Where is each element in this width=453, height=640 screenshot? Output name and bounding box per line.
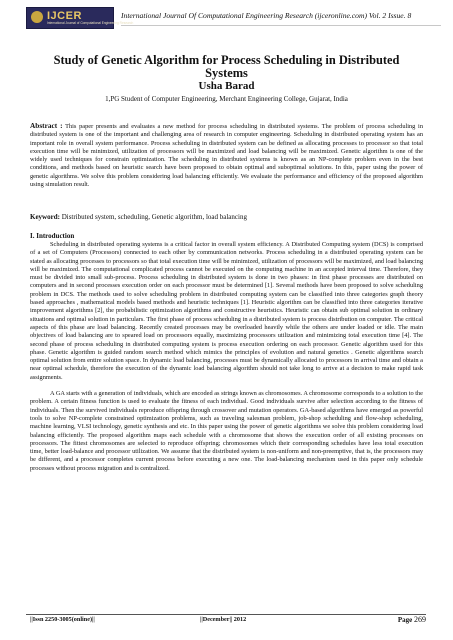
paper-title: Study of Genetic Algorithm for Process Scheduling in Distributed Systems — [53, 53, 400, 80]
footer-divider — [26, 614, 426, 615]
keywords-text: Distributed system, scheduling, Genetic algorithm, load balancing — [61, 213, 247, 221]
abstract-text: This paper presents and evaluates a new method for process scheduling in distributed systems. The problem of process scheduling in distributed system is one of the important and challenging area of research in computer engineering. Scheduling in distributed operating system has an important role in overall system performance. Process scheduling in distributed system can be defined as allocating processes to processor so that total execution time will be minimized, utilization of processors will be maximized and load balancing will be maximized. Genetic algorithm is one of the widely used techniques for constrain optimization. The scheduling in distributed systems is known as an NP-complete problem even in the best conditions, and methods based on heuristic search have been proposed to obtain optimal and suboptimal solutions. In this, paper using the power of genetic algorithms. We solve this problem considering load balancing efficiently. We evaluate the performance and efficiency of the proposed algorithm using simulation result. — [30, 123, 423, 189]
intro-paragraph-1: Scheduling in distributed operating systems is a critical factor in overall system efficiency. A Distributed Computing system (DCS) is comprised of a set of Computers (Processors) connected to each other by communication networks. Process scheduling in a distributed operating system can be stated as allocating processes to processors so that total execution time will be minimized, utilization of processors will be maximized, and load balancing will be maximized. The computational complicated process cannot be executed on the computing machine in an accepted interval time. Therefore, they must be divided into small sub-process. Process scheduling in distributed system is done in two phases: in first phase processes are distributed on computers and in second processes execution order on each processor must be determined [1]. Several methods have been proposed to solve scheduling problem in DCS. The methods used to solve scheduling problem in distributed computing system can be classified into three categories graph theory based approaches , mathematical models based methods and heuristic techniques [1]. Heuristic algorithm can be classified into three categories iterative improvement algorithms [2], the probabilistic optimization algorithms and constructive heuristics. Heuristic can obtain sub optimal solution in ordinary situations and optimal solution in particulars. The first phase of process scheduling in a distributed system is process distribution on computer. The critical aspects of this phase are load balancing. Recently created processes may be overloaded heavily while the others are under loaded or idle. The main objectives of load balancing are to speared load on processors equally, maximizing processors utilization and minimizing total execution time [4]. The second phase of process scheduling in distributed computing system is process execution ordering on each processor. Genetic algorithm used for this phase. Genetic algorithm is guided random search method which mimics the principles of evolution and natural genetics . Genetic algorithms search optimal solution from entire solution space. In dynamic load balancing, processes must be dynamically allocated to processors in arrival time and obtain a near optimal schedule, therefore the execution of the dynamic load balancing algorithm should not take long to arrive at a decision to make rapid task assignments. — [30, 241, 423, 381]
paper-author: Usha Barad — [198, 80, 255, 92]
page-number-value: 269 — [414, 615, 426, 624]
abstract-label: Abstract : — [30, 121, 63, 130]
abstract — [30, 122, 423, 189]
journal-logo — [26, 7, 134, 29]
intro-paragraph-2: A GA starts with a generation of individuals, which are encoded as strings known as chromosomes. A chromosome corresponds to a solution to the problem. A certain fitness function is used to evaluate the fitness of each individual. Good individuals survive after selection according to the fitness of individuals. Then the survived individuals reproduce offspring through crossover and mutation operators. GA-based algorithms have emerged as powerful tools to solve NP-complete constrained optimization problems, such as traveling salesman problem, job-shop scheduling and flow-shop scheduling, machine learning, VLSI technology, genetic synthesis and etc. In this paper using the power of genetic algorithms we solve this problem considering load balancing efficiently. The proposed algorithm maps each schedule with a chromosome that shows the execution order of all existing processes on processors. The fittest chromosomes are selected to reproduce offspring; chromosomes which their corresponding schedules have less total execution time, better load-balance and processor utilization. We assume that the distributed system is non-uniform and non-preemptive, that is, the processors may be different, and a processor completes current process before executing a new one. The load-balancing mechanism used in this paper only schedule processes without process migration and is centralized. — [30, 390, 423, 472]
logo-text: IJCER — [47, 10, 82, 22]
page-label: Page — [397, 616, 413, 624]
journal-header — [26, 7, 441, 27]
introduction-body — [30, 241, 423, 473]
logo-emblem-icon — [31, 11, 43, 23]
header-divider — [121, 25, 441, 26]
keywords-label: Keyword: — [30, 213, 60, 221]
journal-title: International Journal Of Computational Engineering Research (ijceronline.com) Vol. 2 Issue. 8 — [121, 11, 412, 20]
author-affiliation: 1,PG Student of Computer Engineering, Merchant Engineering College, Gujarat, India — [105, 95, 348, 103]
keywords — [30, 213, 247, 221]
section-heading: I. Introduction — [30, 232, 75, 240]
page-number — [398, 615, 426, 624]
footer-issn: ||Issn 2250-3005(online)|| — [30, 616, 95, 623]
logo-subtext: International Journal of Computational Engineering Research — [47, 21, 134, 25]
footer-date: ||December|| 2012 — [200, 616, 247, 623]
